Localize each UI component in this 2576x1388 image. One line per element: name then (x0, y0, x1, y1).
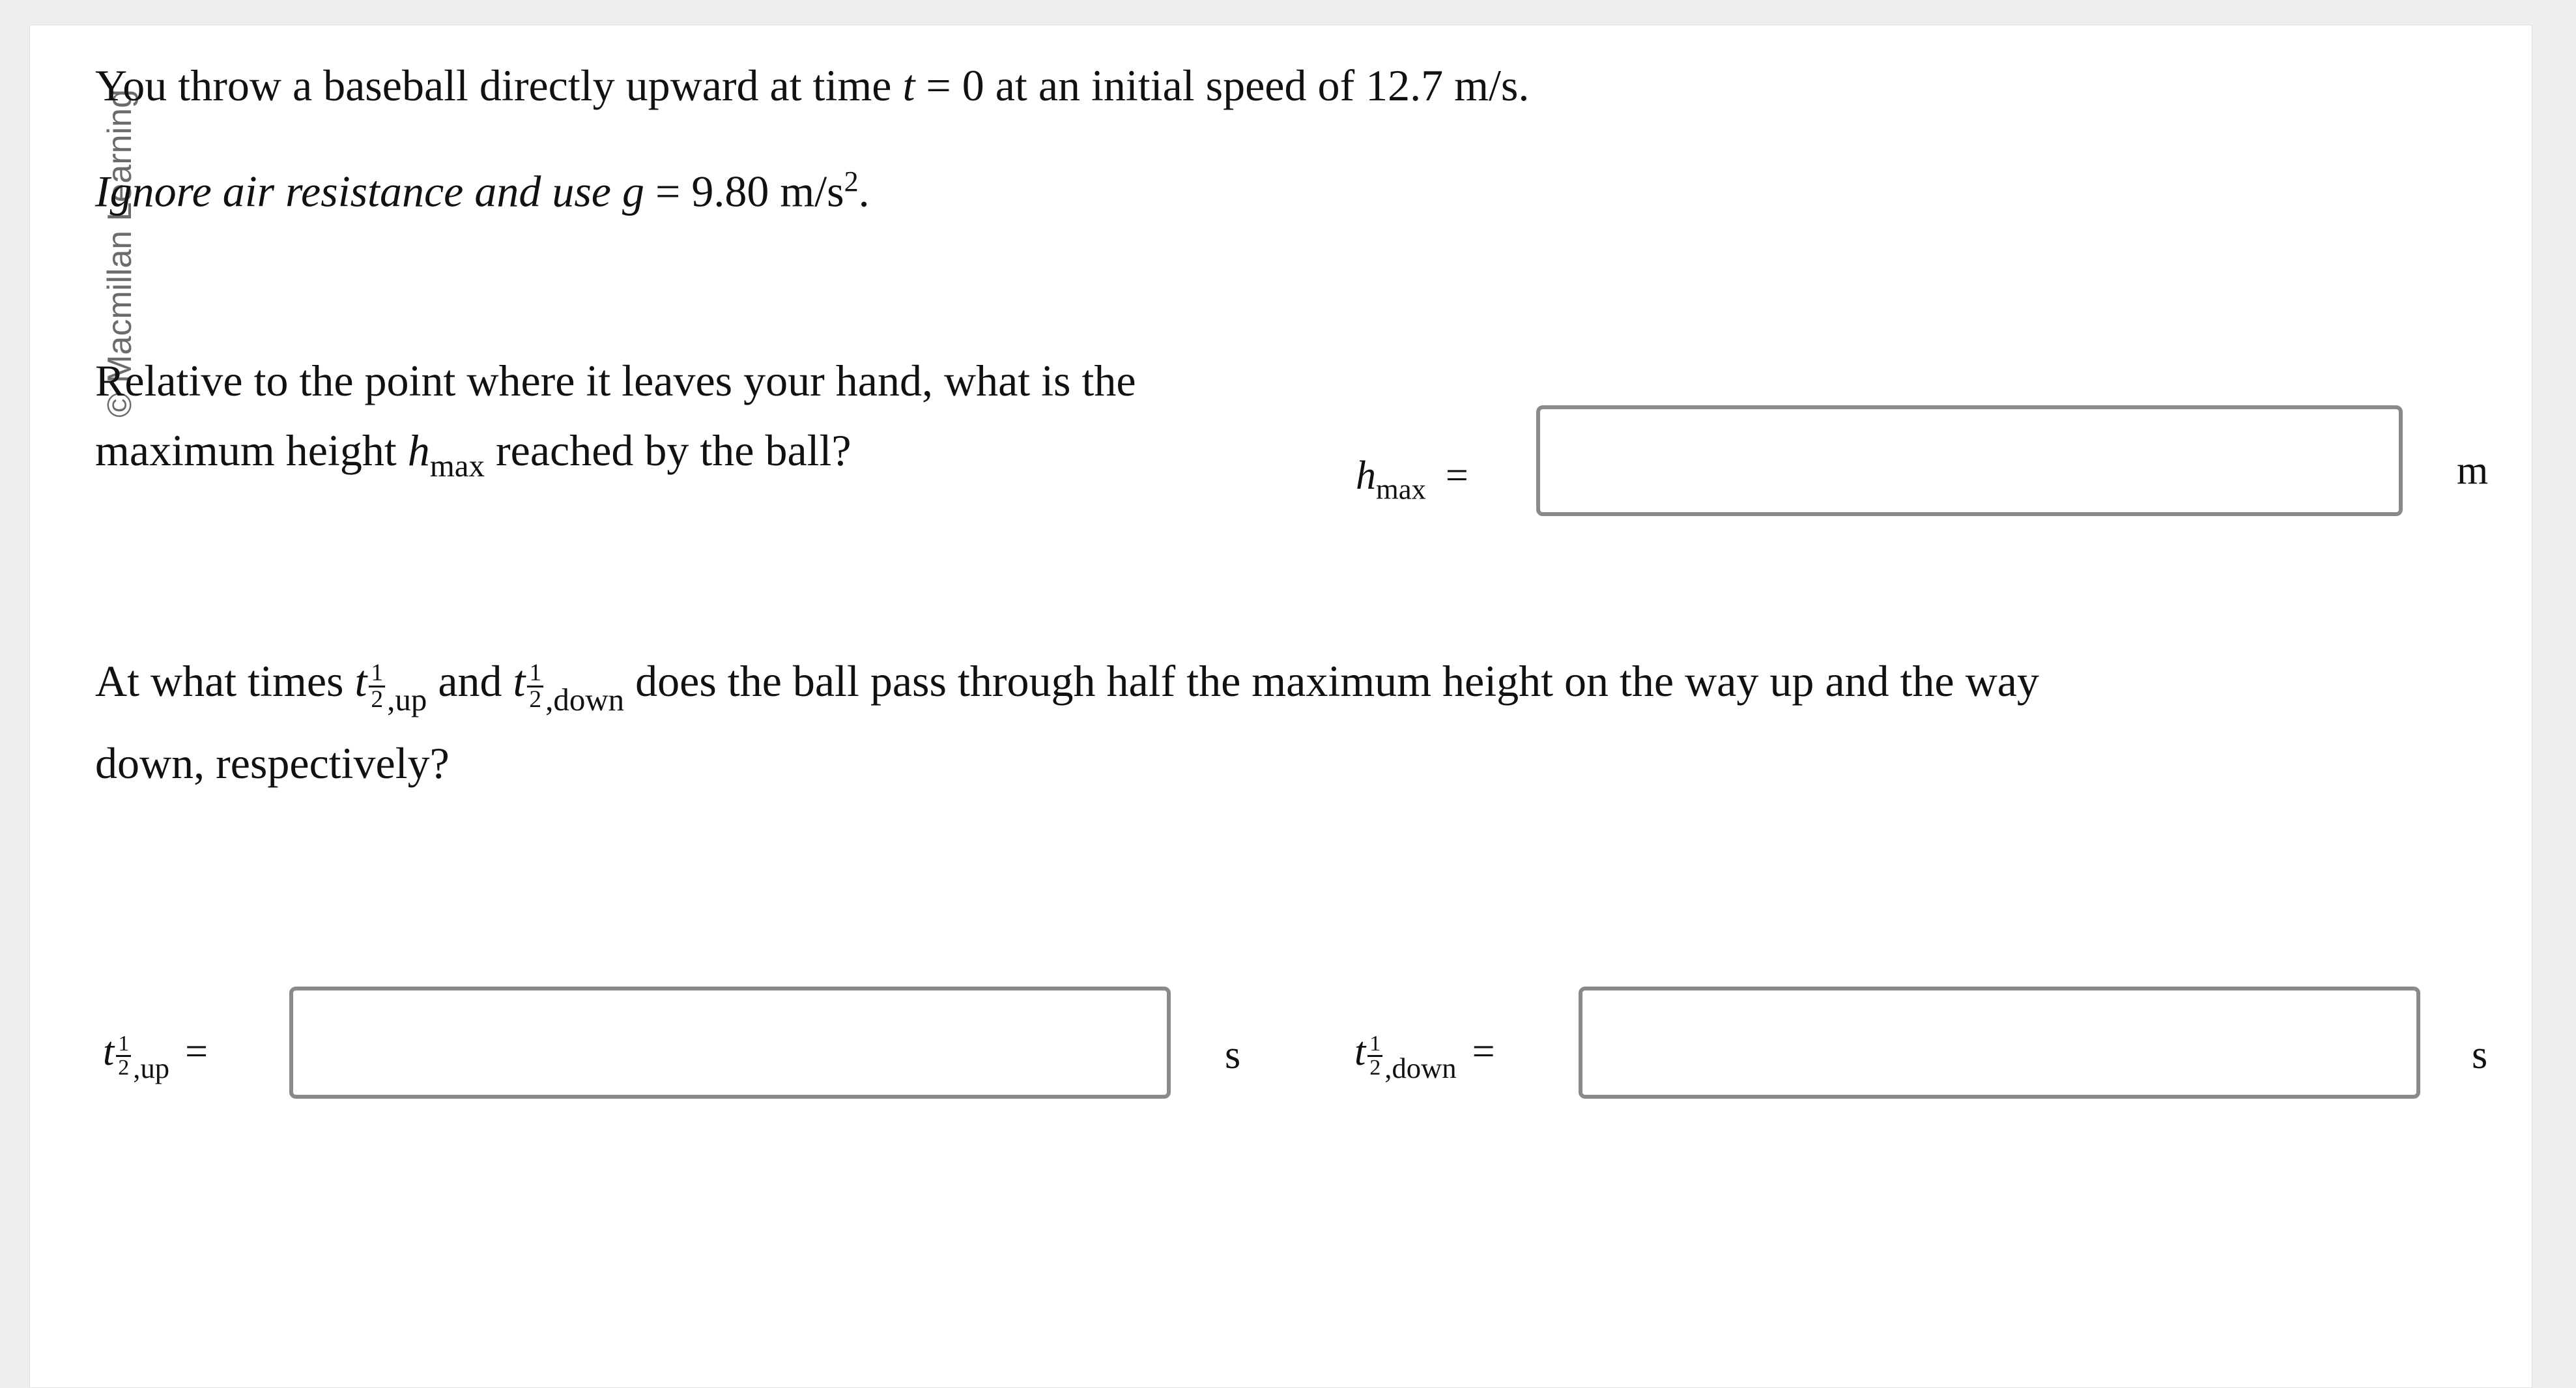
t-half-up-unit: s (1225, 1033, 1241, 1077)
h-max-label: $h_{max}$ = (1356, 454, 1468, 506)
h-max-unit: m (2457, 448, 2489, 493)
question-2-text-line-1: At what times t $\frac{1}{2}$ $_{,up}$ and t $\frac{1}{2}$ $_{,down}$ does the ball pass through half the maximum height on the way up and the way (95, 656, 2039, 718)
copyright-watermark: © Macmillan Learning (101, 89, 139, 418)
t-half-down-input[interactable] (1579, 987, 2420, 1099)
h-max-input[interactable] (1536, 405, 2403, 516)
question-1-text-line-2: maximum height $h_{max}$ reached by the ball? (95, 426, 852, 484)
t-half-down-unit: s (2472, 1033, 2488, 1077)
question-1-text-line-1: Relative to the point where it leaves your hand, what is the (95, 356, 1136, 405)
t-half-up-label: t $\frac{1}{2}$ $_{,up}$ = (103, 1030, 208, 1085)
t-half-down-label: t $\frac{1}{2}$ $_{,down}$ = (1354, 1030, 1495, 1085)
question-panel (29, 25, 2532, 1388)
intro-line-2: Ignore air resistance and use g = 9.80 $m/s^2$. (95, 166, 870, 216)
intro-line-1: You throw a baseball directly upward at time t = 0 at an initial speed of 12.7 m/s. (95, 61, 1530, 110)
t-half-up-input[interactable] (289, 987, 1171, 1099)
question-2-text-line-2: down, respectively? (95, 738, 450, 788)
